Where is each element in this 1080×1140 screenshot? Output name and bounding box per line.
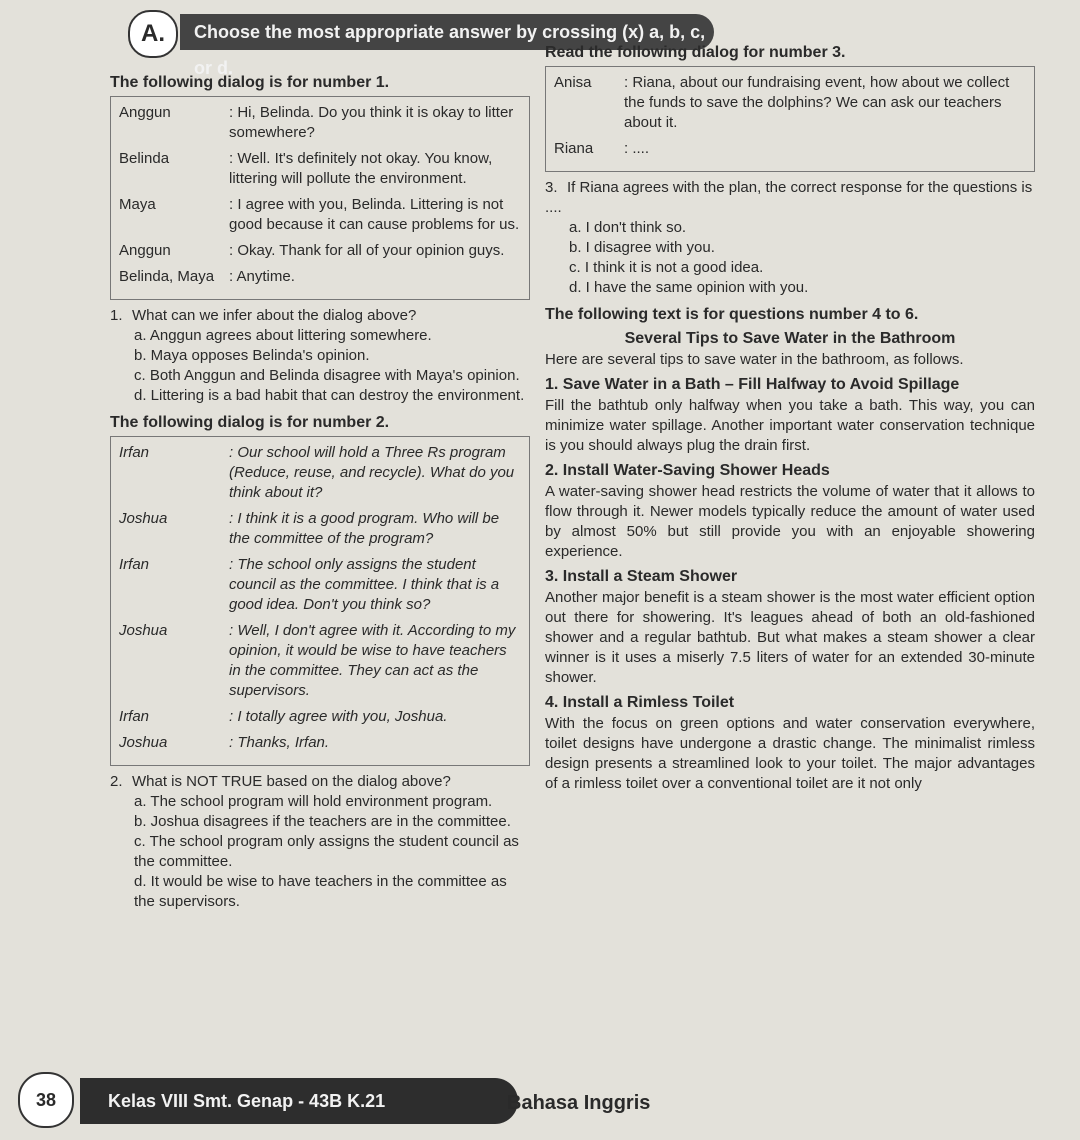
dialog-line (119, 103, 521, 143)
tip-body: Fill the bathtub only halfway when you take a bath. This way, you can minimize water spillage. Another important water conservation technique is you should always plug the drain first. (545, 397, 1035, 454)
dialog-line (119, 555, 521, 615)
speaker: Irfan (119, 708, 150, 725)
dialog1-box (110, 96, 530, 300)
option-b[interactable]: b. Maya opposes Belinda's opinion. (134, 347, 370, 364)
dialog-line (119, 707, 521, 727)
question-2 (110, 772, 530, 792)
option-b[interactable]: b. I disagree with you. (569, 239, 715, 256)
option-a[interactable]: a. Anggun agrees about littering somewhere. (134, 327, 432, 344)
dialog-line (119, 621, 521, 701)
speaker: Irfan (119, 556, 150, 573)
dialog-line (119, 149, 521, 189)
question-1 (110, 306, 530, 326)
dialog-text: : Riana, about our fundraising event, how about we collect the funds to save the dolphins? We can ask our teachers about it. (624, 74, 1010, 131)
tip-title: 3. Install a Steam Shower (545, 568, 738, 585)
tip-title: 4. Install a Rimless Toilet (545, 694, 735, 711)
text-intro: The following text is for questions number 4 to 6. (545, 306, 919, 323)
option-d[interactable]: d. I have the same opinion with you. (569, 279, 809, 296)
subject-label: Bahasa Inggris (507, 1092, 651, 1114)
tip-body: With the focus on green options and water conservation everywhere, toilet designs have undergone a drastic change. The minimalist rimless design presents a streamlined look to your toilet. The major advantages of a rimless toilet over a conventional toilet are it not only (545, 715, 1035, 792)
speaker: Riana (554, 140, 594, 157)
option-a[interactable]: a. I don't think so. (569, 219, 687, 236)
tip-body: A water-saving shower head restricts the volume of water that it allows to flow through it. Newer models typically reduce the amount of water used by almost 50% but still provide you with an enjoyable showering experience. (545, 483, 1035, 560)
option-b[interactable]: b. Joshua disagrees if the teachers are in the committee. (134, 813, 511, 830)
dialog2-intro: The following dialog is for number 2. (110, 414, 390, 431)
dialog-text: : Well. It's definitely not okay. You know, littering will pollute the environment. (229, 150, 493, 187)
dialog-text: : Okay. Thank for all of your opinion guys. (229, 242, 505, 259)
dialog-line (554, 139, 1026, 159)
dialog-line (119, 509, 521, 549)
option-c[interactable]: c. Both Anggun and Belinda disagree with Maya's opinion. (134, 367, 520, 384)
dialog3-intro: Read the following dialog for number 3. (545, 44, 846, 61)
dialog-text: : I agree with you, Belinda. Littering is not good because it can cause problems for us. (229, 196, 520, 233)
instruction-bar: Choose the most appropriate answer by crossing (x) a, b, c, or d. (180, 14, 714, 50)
dialog1-intro: The following dialog is for number 1. (110, 74, 390, 91)
dialog-text: : .... (624, 140, 650, 157)
dialog-line (119, 733, 521, 753)
dialog3-box (545, 66, 1035, 172)
question-text: What is NOT TRUE based on the dialog above? (132, 773, 451, 790)
tip-title: 1. Save Water in a Bath – Fill Halfway to Avoid Spillage (545, 376, 960, 393)
speaker: Anisa (554, 74, 592, 91)
option-c[interactable]: c. I think it is not a good idea. (569, 259, 764, 276)
question-3 (545, 178, 1035, 218)
dialog-text: : Thanks, Irfan. (229, 734, 330, 751)
speaker: Belinda, Maya (119, 268, 215, 285)
section-badge: A. (128, 10, 178, 58)
speaker: Joshua (119, 622, 168, 639)
dialog-text: : Our school will hold a Three Rs program (Reduce, reuse, and recycle). What do you think about it? (229, 444, 515, 501)
dialog-line (554, 73, 1026, 133)
dialog-text: : The school only assigns the student council as the committee. I think that is a good idea. Don't you think so? (229, 556, 500, 613)
speaker: Anggun (119, 104, 171, 121)
dialog-line (119, 195, 521, 235)
question-text: If Riana agrees with the plan, the correct response for the questions is .... (545, 179, 1033, 216)
question-number: 3. (545, 179, 558, 196)
option-d[interactable]: d. Littering is a bad habit that can destroy the environment. (134, 387, 525, 404)
book-label: Kelas VIII Smt. Genap - 43B K.21 (80, 1078, 518, 1124)
right-column (545, 40, 1035, 796)
dialog-text: : Hi, Belinda. Do you think it is okay to litter somewhere? (229, 104, 514, 141)
option-d[interactable]: d. It would be wise to have teachers in the committee as the supervisors. (134, 873, 507, 910)
dialog-text: : Anytime. (229, 268, 295, 285)
option-a[interactable]: a. The school program will hold environment program. (134, 793, 493, 810)
speaker: Joshua (119, 734, 168, 751)
tip-title: 2. Install Water-Saving Shower Heads (545, 462, 830, 479)
speaker: Maya (119, 196, 156, 213)
speaker: Anggun (119, 242, 171, 259)
dialog-line (119, 443, 521, 503)
page-number: 38 (18, 1072, 74, 1128)
option-c[interactable]: c. The school program only assigns the student council as the committee. (134, 833, 519, 870)
left-column (110, 70, 530, 912)
tip-body: Another major benefit is a steam shower is the most water efficient option out there for showering. It's leagues ahead of both an old-fashioned shower and a regular bathtub. But what makes a steam shower a clear winner is it uses a miserly 7.5 liters of water for an extended 30-minute shower. (545, 589, 1035, 686)
question-text: What can we infer about the dialog above? (132, 307, 417, 324)
dialog-line (119, 267, 521, 287)
speaker: Irfan (119, 444, 150, 461)
dialog-text: : I totally agree with you, Joshua. (229, 708, 448, 725)
text-title: Several Tips to Save Water in the Bathroom (624, 330, 956, 347)
question-number: 2. (110, 773, 123, 790)
dialog-text: : I think it is a good program. Who will be the committee of the program? (229, 510, 500, 547)
dialog-text: : Well, I don't agree with it. According to my opinion, it would be wise to have teachers in the committee. They can act as the supervisors. (229, 622, 516, 699)
text-intro-paragraph: Here are several tips to save water in the bathroom, as follows. (545, 351, 964, 368)
dialog-line (119, 241, 521, 261)
dialog2-box (110, 436, 530, 766)
question-number: 1. (110, 307, 123, 324)
speaker: Joshua (119, 510, 168, 527)
speaker: Belinda (119, 150, 170, 167)
